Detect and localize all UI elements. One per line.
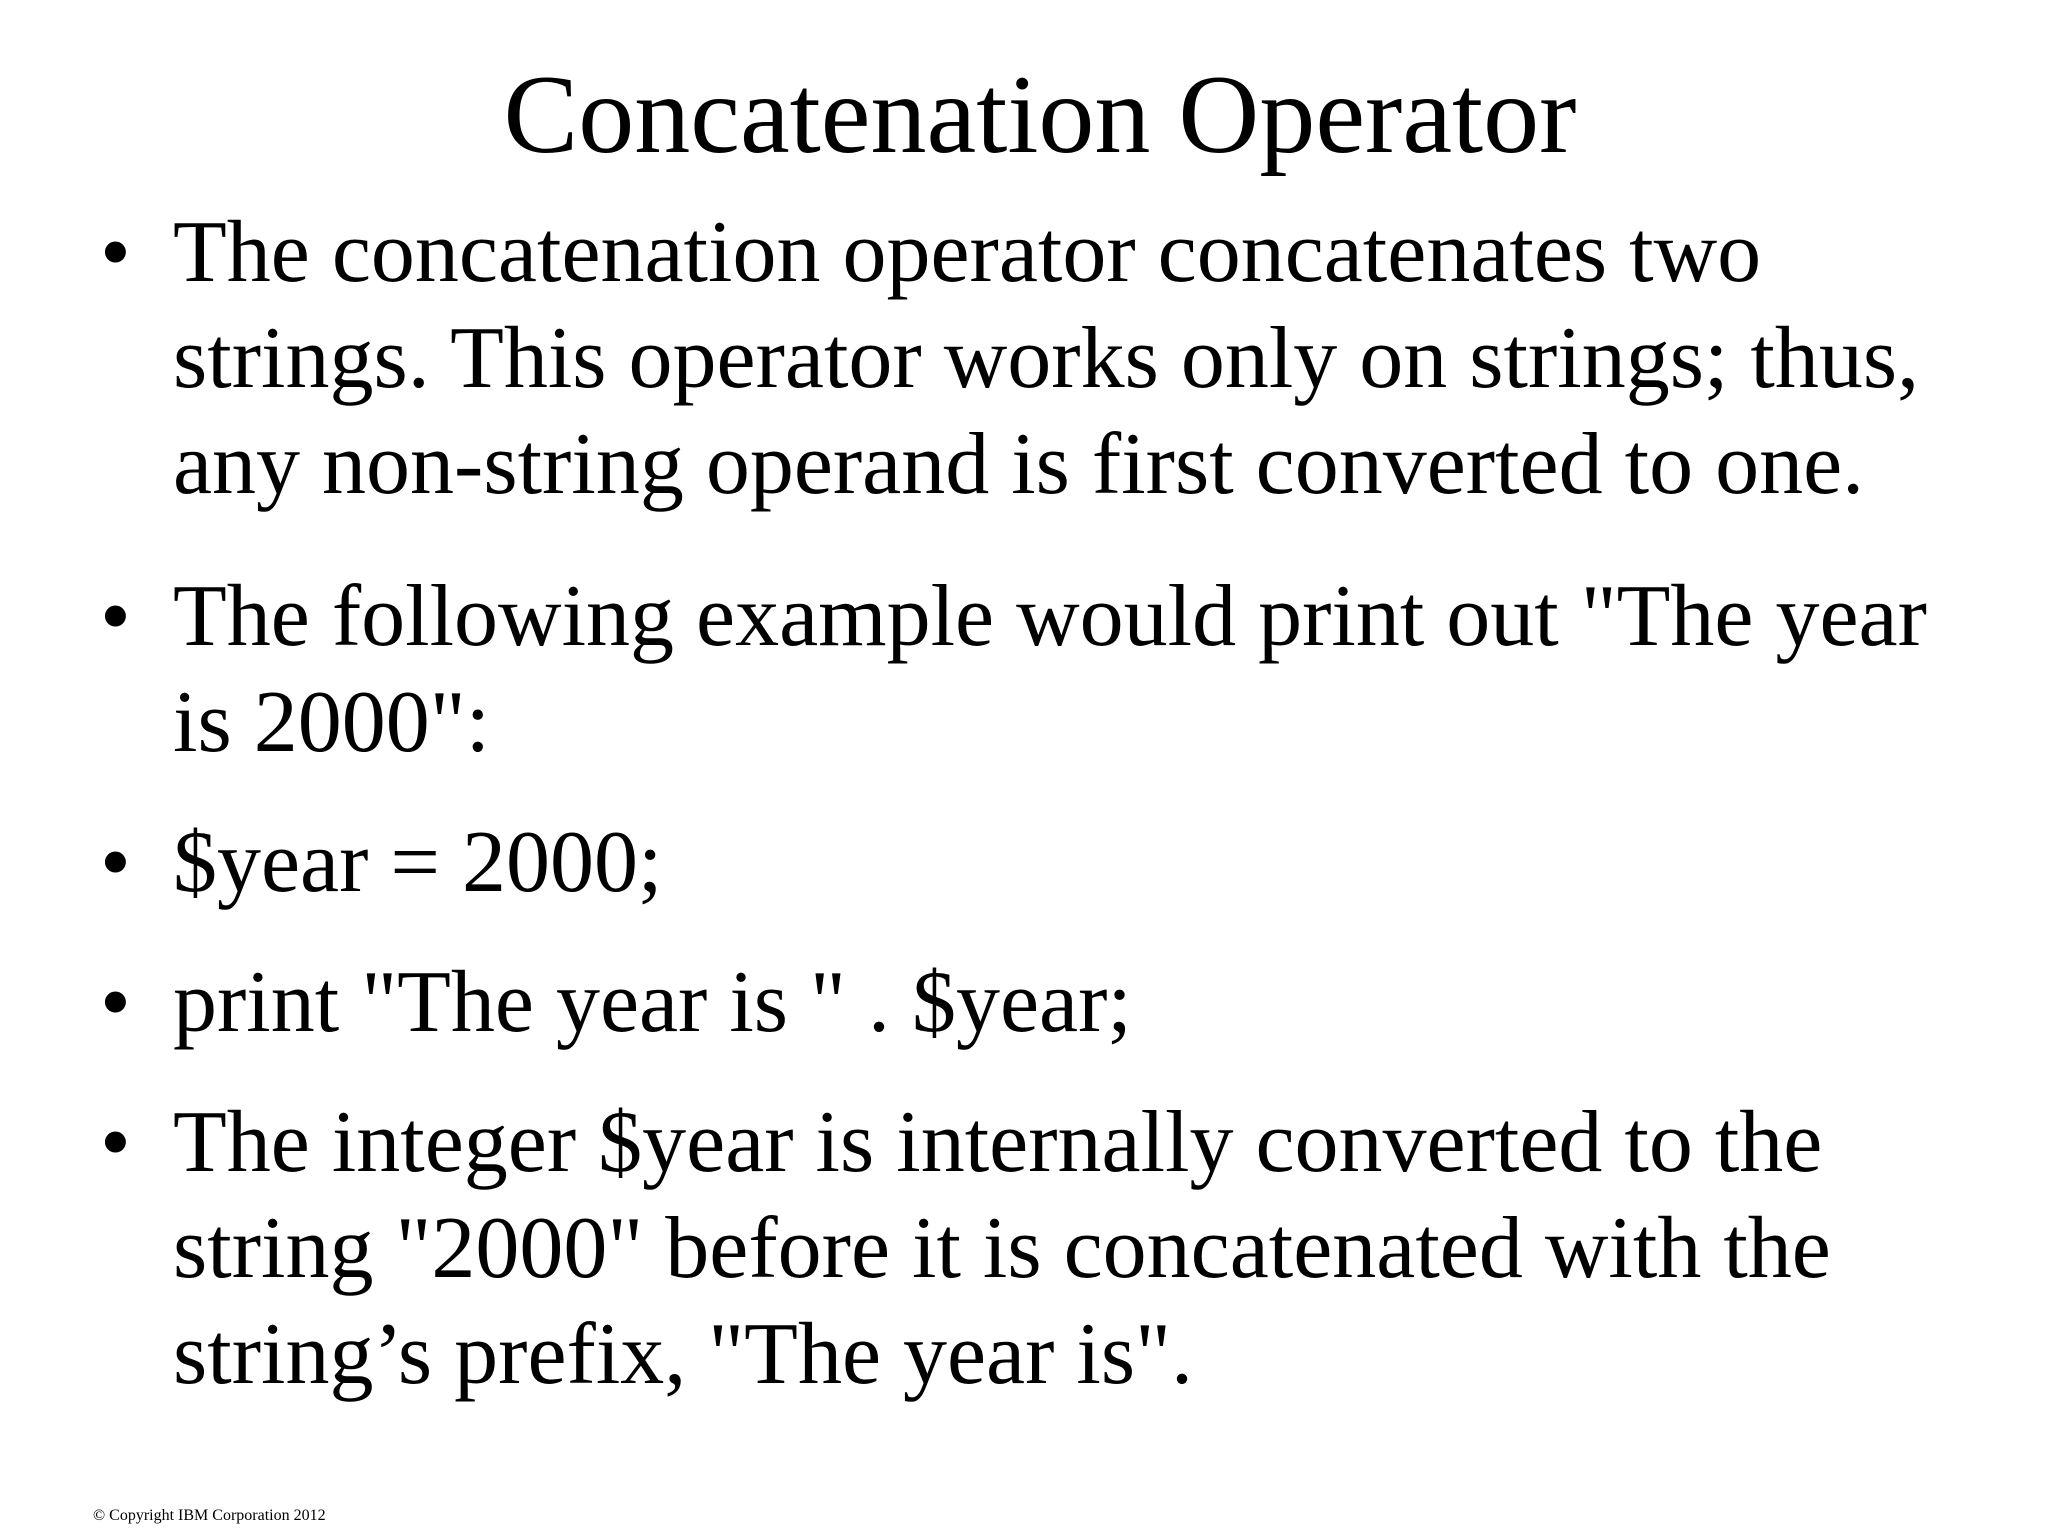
slide-title: Concatenation Operator bbox=[503, 53, 1577, 177]
bullet-dot: • bbox=[100, 568, 131, 665]
bullet-dot: • bbox=[100, 1094, 131, 1191]
bullet-text: The integer $year is internally converted to the string "2000" before it is concatenated with the string’s prefix, "The year is". bbox=[173, 1094, 1831, 1403]
bullet-text: $year = 2000; bbox=[173, 814, 663, 911]
bullet-dot: • bbox=[100, 954, 131, 1051]
bullet-dot: • bbox=[100, 814, 131, 911]
bullet-text: The following example would print out "The year is 2000": bbox=[173, 568, 1927, 771]
bullet-text: print "The year is " . $year; bbox=[173, 954, 1132, 1051]
bullet-item bbox=[100, 564, 2000, 776]
copyright-footer: © Copyright IBM Corporation 2012 bbox=[93, 1507, 326, 1524]
bullet-item bbox=[100, 810, 2000, 916]
bullet-item bbox=[100, 1090, 2000, 1408]
bullet-list bbox=[100, 200, 2000, 1408]
bullet-text: The concatenation operator concatenates two strings. This operator works only on strings; thus, any non-string operand is first converted to one. bbox=[173, 204, 1920, 513]
bullet-item bbox=[100, 200, 2000, 518]
bullet-dot: • bbox=[100, 204, 131, 301]
bullet-item bbox=[100, 950, 2000, 1056]
